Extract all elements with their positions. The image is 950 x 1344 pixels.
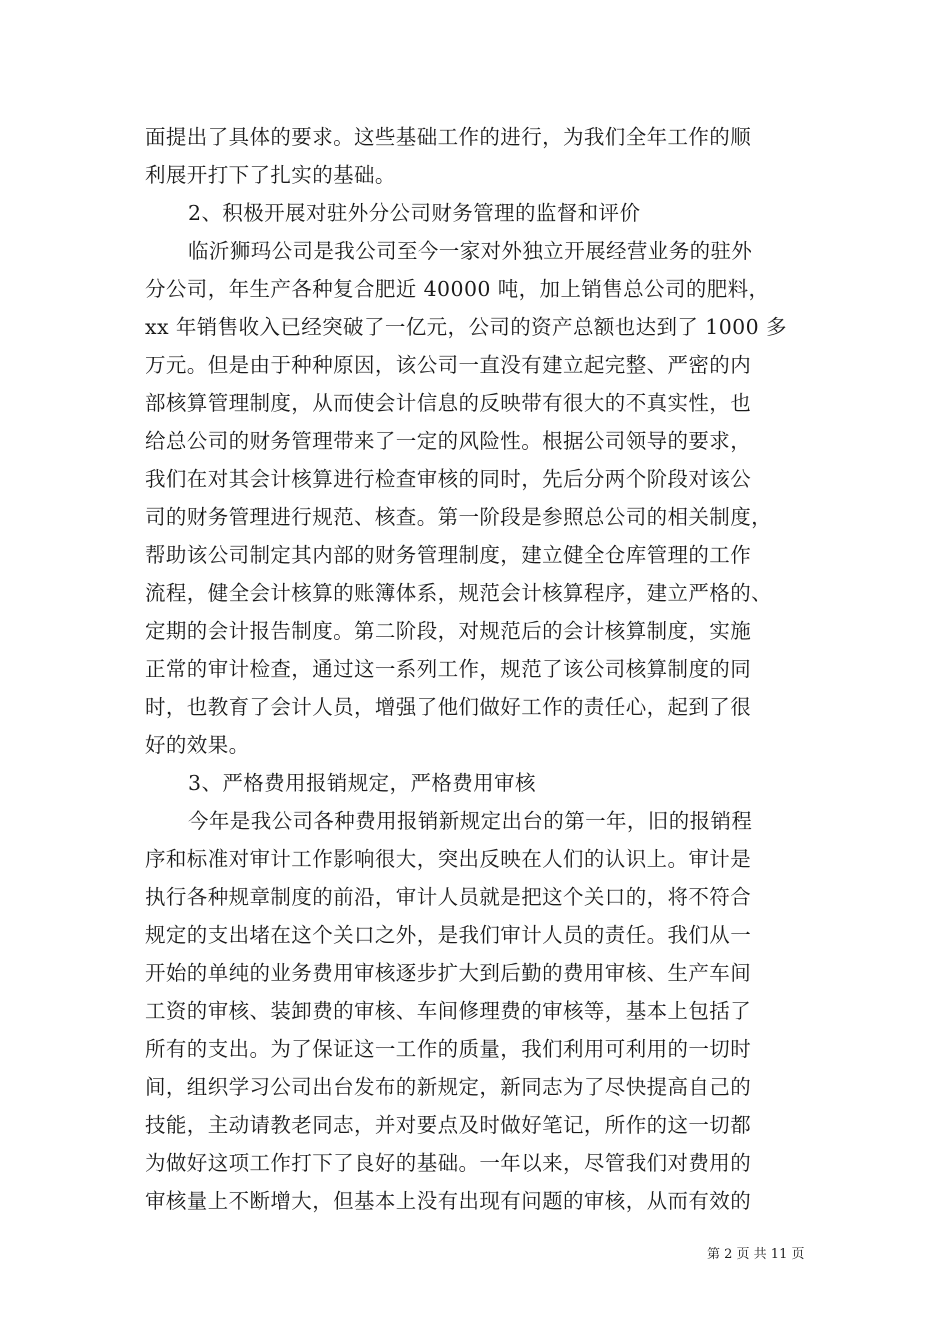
text-line: 工资的审核、装卸费的审核、车间修理费的审核等，基本上包括了 — [145, 999, 752, 1023]
paragraph-start: 今年是我公司各种费用报销新规定出台的第一年，旧的报销程 — [188, 809, 753, 833]
text-line: xx 年销售收入已经突破了一亿元，公司的资产总额也达到了 1000 多 — [145, 315, 787, 339]
text-line: 间，组织学习公司出台发布的新规定，新同志为了尽快提高自己的 — [145, 1075, 752, 1099]
text-line: 流程，健全会计核算的账簿体系，规范会计核算程序，建立严格的、 — [145, 581, 772, 605]
text-line: 序和标准对审计工作影响很大，突出反映在人们的认识上。审计是 — [145, 847, 752, 871]
text-line: 利展开打下了扎实的基础。 — [145, 163, 396, 187]
text-line: 分公司，年生产各种复合肥近 40000 吨，加上销售总公司的肥料， — [145, 277, 770, 301]
text-line: 帮助该公司制定其内部的财务管理制度，建立健全仓库管理的工作 — [145, 543, 752, 567]
text-line: 开始的单纯的业务费用审核逐步扩大到后勤的费用审核、生产车间 — [145, 961, 752, 985]
text-line: 规定的支出堵在这个关口之外，是我们审计人员的责任。我们从一 — [145, 923, 752, 947]
text-line: 部核算管理制度，从而使会计信息的反映带有很大的不真实性，也 — [145, 391, 752, 415]
text-line: 执行各种规章制度的前沿，审计人员就是把这个关口的，将不符合 — [145, 885, 752, 909]
text-line: 为做好这项工作打下了良好的基础。一年以来，尽管我们对费用的 — [145, 1151, 752, 1175]
text-line: 司的财务管理进行规范、核查。第一阶段是参照总公司的相关制度， — [145, 505, 772, 529]
text-line: 审核量上不断增大，但基本上没有出现有问题的审核，从而有效的 — [145, 1189, 752, 1213]
text-line: 技能，主动请教老同志，并对要点及时做好笔记，所作的这一切都 — [145, 1113, 752, 1137]
text-line: 我们在对其会计核算进行检查审核的同时，先后分两个阶段对该公 — [145, 467, 752, 491]
paragraph-start: 临沂狮玛公司是我公司至今一家对外独立开展经营业务的驻外 — [188, 239, 753, 263]
page-number: 第 2 页 共 11 页 — [707, 1247, 805, 1262]
text-line: 正常的审计检查，通过这一系列工作，规范了该公司核算制度的同 — [145, 657, 752, 681]
section-heading: 2、积极开展对驻外分公司财务管理的监督和评价 — [188, 201, 641, 225]
text-line: 所有的支出。为了保证这一工作的质量，我们利用可利用的一切时 — [145, 1037, 752, 1061]
text-line: 时，也教育了会计人员，增强了他们做好工作的责任心，起到了很 — [145, 695, 752, 719]
text-line: 面提出了具体的要求。这些基础工作的进行，为我们全年工作的顺 — [145, 125, 752, 149]
section-heading: 3、严格费用报销规定，严格费用审核 — [188, 771, 536, 795]
text-line: 定期的会计报告制度。第二阶段，对规范后的会计核算制度，实施 — [145, 619, 752, 643]
text-line: 给总公司的财务管理带来了一定的风险性。根据公司领导的要求， — [145, 429, 752, 453]
text-line: 好的效果。 — [145, 733, 250, 757]
text-line: 万元。但是由于种种原因，该公司一直没有建立起完整、严密的内 — [145, 353, 752, 377]
